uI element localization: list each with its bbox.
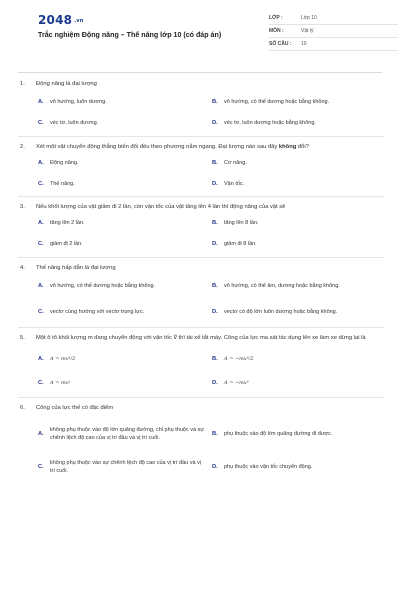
meta-label: LỚP : bbox=[269, 15, 283, 21]
option-d[interactable] bbox=[212, 173, 386, 194]
option-c[interactable] bbox=[38, 299, 212, 325]
option-letter: B. bbox=[212, 355, 218, 362]
option-letter: A. bbox=[38, 159, 44, 166]
question-6 bbox=[20, 404, 382, 483]
question-text: Công của lực thế có đặc điểm bbox=[36, 404, 114, 411]
option-formula: A = −mv²/2 bbox=[224, 355, 254, 362]
option-d[interactable] bbox=[212, 452, 386, 482]
option-a[interactable] bbox=[38, 152, 212, 173]
page-header bbox=[18, 0, 382, 66]
question-stem bbox=[20, 404, 382, 414]
question-text: Động năng là đại lượng bbox=[36, 81, 97, 87]
option-text: Vận tốc. bbox=[224, 180, 245, 187]
option-d[interactable] bbox=[212, 234, 386, 255]
options bbox=[38, 273, 382, 325]
options bbox=[38, 92, 382, 134]
option-letter: A. bbox=[38, 220, 44, 226]
meta-row-subject bbox=[269, 25, 398, 38]
meta-row-count bbox=[269, 38, 398, 51]
option-b[interactable] bbox=[212, 273, 386, 299]
option-letter: B. bbox=[212, 283, 218, 289]
meta-label: MÔN : bbox=[269, 28, 284, 34]
question-3 bbox=[20, 203, 382, 258]
option-d[interactable] bbox=[212, 299, 386, 325]
option-letter: D. bbox=[212, 379, 218, 386]
question-stem bbox=[20, 143, 382, 153]
option-a[interactable] bbox=[38, 416, 212, 452]
question-text-main: Xét một vật chuyển động thẳng biến đổi đều theo phương nằm ngang. Đại lượng nào sau đây bbox=[36, 143, 278, 150]
option-b[interactable] bbox=[212, 416, 386, 452]
options bbox=[38, 213, 382, 255]
brand-name: 2048 bbox=[38, 13, 73, 27]
option-letter: A. bbox=[38, 431, 44, 437]
question-number: 5. bbox=[20, 335, 25, 341]
question-2 bbox=[20, 143, 382, 198]
question-divider bbox=[18, 397, 384, 398]
options bbox=[38, 152, 382, 194]
question-text-tail: đổi? bbox=[296, 143, 309, 150]
question-stem bbox=[20, 80, 382, 90]
option-c[interactable] bbox=[38, 173, 212, 194]
page-title: Trắc nghiệm Động năng – Thế năng lớp 10 (có đáp án) bbox=[38, 31, 222, 39]
brand-logo[interactable] bbox=[38, 13, 84, 27]
option-c[interactable] bbox=[38, 234, 212, 255]
option-b[interactable] bbox=[212, 347, 386, 371]
option-c[interactable] bbox=[38, 113, 212, 134]
option-text: giảm đi 8 lần. bbox=[224, 241, 257, 247]
question-text bbox=[36, 143, 382, 153]
meta-label: SỐ CÂU : bbox=[269, 41, 292, 47]
option-text: vô hướng, có thể âm, dương hoặc bằng không. bbox=[224, 283, 340, 289]
option-a[interactable] bbox=[38, 273, 212, 299]
option-text: vô hướng, có thể dương hoặc bằng không. bbox=[50, 283, 156, 289]
option-a[interactable] bbox=[38, 347, 212, 371]
brand-suffix: .vn bbox=[74, 17, 84, 24]
option-letter: C. bbox=[38, 120, 44, 126]
question-list bbox=[20, 80, 382, 482]
option-formula: A = mv²/2 bbox=[50, 355, 76, 362]
header-divider bbox=[18, 72, 382, 73]
option-letter: B. bbox=[212, 159, 218, 166]
option-text: vô hướng, luôn dương. bbox=[50, 99, 107, 105]
option-letter: D. bbox=[212, 464, 218, 470]
option-letter: C. bbox=[38, 309, 44, 315]
option-letter: D. bbox=[212, 309, 218, 315]
question-stem bbox=[20, 264, 382, 274]
option-letter: A. bbox=[38, 283, 44, 289]
question-number: 4. bbox=[20, 264, 25, 271]
option-letter: C. bbox=[38, 180, 44, 187]
option-letter: D. bbox=[212, 180, 218, 187]
options bbox=[38, 347, 382, 395]
option-text: giảm đi 2 lần. bbox=[50, 241, 83, 247]
option-b[interactable] bbox=[212, 152, 386, 173]
option-d[interactable] bbox=[212, 113, 386, 134]
option-letter: C. bbox=[38, 241, 44, 247]
question-divider bbox=[18, 196, 384, 197]
option-letter: B. bbox=[212, 220, 218, 226]
question-text: Thế năng hấp dẫn là đại lượng bbox=[36, 264, 116, 271]
option-text: Thế năng. bbox=[50, 180, 75, 187]
option-letter: D. bbox=[212, 241, 218, 247]
option-letter: D. bbox=[212, 120, 218, 126]
option-text: véc tơ, luôn dương. bbox=[50, 120, 99, 126]
meta-row-class bbox=[269, 12, 398, 25]
option-text: tăng lên 2 lần. bbox=[50, 220, 85, 226]
option-text: tăng lên 8 lần. bbox=[224, 220, 259, 226]
option-text: không phụ thuộc vào độ lớn quãng đường, chỉ phụ thuộc và sự chênh lệch độ cao của vị trí đầu và vị trí cuối. bbox=[50, 427, 205, 441]
meta-value: Vật lý bbox=[301, 28, 314, 34]
option-text: Cơ năng. bbox=[224, 159, 247, 166]
question-5 bbox=[20, 334, 382, 398]
option-a[interactable] bbox=[38, 213, 212, 234]
option-letter: C. bbox=[38, 379, 44, 386]
option-b[interactable] bbox=[212, 92, 386, 113]
option-formula: A = −mv² bbox=[224, 379, 249, 386]
option-text: vectơ cùng hướng với vectơ trọng lực. bbox=[50, 309, 145, 315]
option-text: phụ thuộc vào độ lớn quãng đường đi được. bbox=[224, 431, 333, 437]
options bbox=[38, 416, 382, 482]
option-letter: C. bbox=[38, 464, 44, 470]
question-stem bbox=[20, 203, 382, 213]
option-text: Động năng. bbox=[50, 159, 79, 166]
option-b[interactable] bbox=[212, 213, 386, 234]
meta-value: Lớp 10 bbox=[301, 15, 317, 21]
question-stem bbox=[20, 334, 382, 344]
option-letter: A. bbox=[38, 355, 44, 362]
option-letter: A. bbox=[38, 99, 44, 105]
question-divider bbox=[18, 257, 384, 258]
question-divider bbox=[18, 136, 384, 137]
option-c[interactable] bbox=[38, 452, 212, 482]
option-text: phụ thuộc vào vận tốc chuyển động. bbox=[224, 464, 313, 470]
option-text: không phụ thuộc vào sự chênh lệch độ cao của vị trí đầu và vị trí cuối. bbox=[50, 460, 202, 474]
option-letter: B. bbox=[212, 99, 218, 105]
meta-table bbox=[269, 12, 398, 51]
option-text: véc tơ, luôn dương hoặc bằng không. bbox=[224, 120, 316, 126]
option-a[interactable] bbox=[38, 92, 212, 113]
question-1 bbox=[20, 80, 382, 137]
question-text-emphasis: không bbox=[278, 143, 297, 150]
question-text: Nếu khối lượng của vật giảm đi 2 lần, còn vận tốc của vật tăng lên 4 lần thì động năng của vật sẽ bbox=[36, 204, 286, 210]
option-text: vectơ có độ lớn luôn dương hoặc bằng không. bbox=[224, 309, 338, 315]
option-d[interactable] bbox=[212, 371, 386, 395]
option-text: vô hướng, có thể dương hoặc bằng không. bbox=[224, 99, 330, 105]
option-formula: A = mv² bbox=[50, 379, 71, 386]
question-4 bbox=[20, 264, 382, 329]
option-c[interactable] bbox=[38, 371, 212, 395]
question-divider bbox=[18, 327, 384, 328]
question-number: 2. bbox=[20, 143, 25, 150]
meta-value: 10 bbox=[301, 41, 307, 47]
question-number: 1. bbox=[20, 81, 25, 87]
question-text: Một ô tô khối lượng m đang chuyển động với vận tốc v⃗ thì tài xế tắt máy. Công của lực ma sát tác dụng lên xe làm xe dừng lại là bbox=[36, 335, 366, 341]
question-number: 6. bbox=[20, 404, 25, 411]
question-number: 3. bbox=[20, 204, 25, 210]
option-letter: B. bbox=[212, 431, 218, 437]
